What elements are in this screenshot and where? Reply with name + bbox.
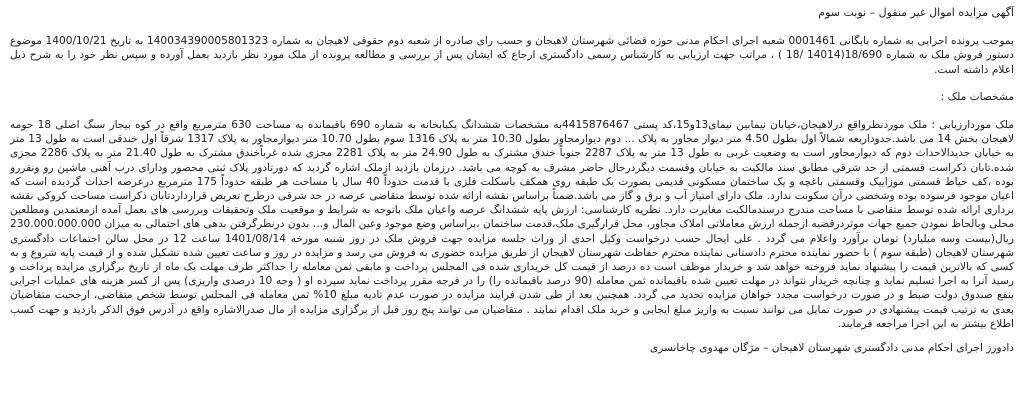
property-description: ملک موردارزیابی ؛ ملک موردنظرواقع درلاهیجان،خیابان نیمابین نیمای13و15،کد پستی 4415876467به مشخصات ششدانگ یکبابخانه به شماره 690 باقیمانده به مساحت 630 مترمربع واقع در کوه بیجار سنگ اصلی 18 حومه لاهیجان بخش 14 می باشد.حدوداربعه شمالاً اول بطول 4.50 متر دیوار مجاور به پلاک ... دوم دیوارمجاور بطول 10.30 متر به پلاک 1316 سوم بطول 10.70 متر دیوارمجاور به پلاک 1317 شرقاً اول خندقی است به طول 13 متر به خیابان جدیدالاحداث دوم که دیوارمجاور است به وضعیت غربی به طول 13 متر به پلاک 2287 جنوباً خندق مشترک به طول 24.90 متر به پلاک 2281 مجزی شده غرباًخندق مشترک به طول 21.40 متر به پلاک 2286 مجزی شده.تابان ذکراست قسمتی از حد شرقی مطابق سند مالکیت به خیابان وقسمت دیگردرحال حاضر مشرف به کوچه می باشد. درزمان بازدید ازملک اشاره گردید که دورتادور پلاک ثبتی محصور ودارای درب آهنی ماشین رو ونفررو بوده ،کف حیاط قسمتی موزاییک وقسمتی باغچه و یک ساختمان مسکونی قدیمی بصورت یک طبقه روی همکف باسکلت فلزی با قدمت حدوداً 40 سال با مساحت هر طبقه حدوداً 175 مترمربع درعرصه احداث گردیده است که اعیان موجود فرسوده بوده وشخصی درآن سکونت ندارد. ملک دارای امتیاز آب و برق و گاز می باشد.ضمناً براساس نقشه ارائه شده توسط متقاضی عرصه در حد شرقی درطرح تعریض قرارداردتابان ذکراست مساحت کروکی نقشه برداری ارائه شده توسط متقاضی با مساحت مندرج درسندمالکیت مغایرت دارد. نظریه کارشناسی: ارزش پایه ششدانگ عرصه واعیان ملک باتوجه به شرایط و موقعیت ملک وتحقیقات وبررسی های بعمل آمده ازمعتمدین ومطلعین محلی وبالحاظ نمودن جمیع جهات موثردرقضیه ازجمله ارزش معاملاتی املاک مجاور، محل قرارگیری ملک،قدمت ساختمان ،براساس وضع موجود وعین المال و… بدون درنظرگرفتن بدهی های احتمالی به میزان 230.000.000.000 ریال(بیست وسه میلیارد) تومان برآورد واعلام می گردد . علی ایحال حسب درخواست وکیل احدی از وراث جلسه مزایده جهت فروش ملک در روز شنبه مورخه 1401/08/14 ساعت 12 در محل سالن اجتماعات دادگستری شهرستان لاهیجان (طبقه سوم ) با حضور نماینده محترم دادستانی نماینده محترم حفاظت شهرستان لاهیجان از طریق مزایده حضوری به فروش می رسد و مزایده در روز و ساعت تعیین شده تشکیل شده و از قیمت پایه شروع و به کسی که بالاترین قیمت را پیشنهاد نماید فروخته خواهد شد و خریدار موظف است ده درصد از قیمت کل خریداری شده فی المجلس پرداخت و مابقی ثمن معامله را حداکثر ظرف مهلت یک ماه از تاریخ برگزاری مزایده پرداخت و رسید آنرا به اجرا تسلیم نماید و چنانچه خریدار نتواند در مهلت تعیین شده باقیمانده ثمن معامله (90 درصد باقیمانده را) را در فرجه مقرر پرداخت نماید سپرده او ( وجه 10 درصدی واریزی) پس از کسر هزینه های عملیات اجرایی بنفع صندوق دولت ضبط و در صورت درخواست مجدد خواهان مزایده تجدید می گردد. همچنین بعد از طی شدن فرایند مزایده در صورت عدم تادیه مبلغ 10% ثمن معامله فی المجلس توسط شخص متقاضی، ارجحیت متقاضیان بعدی به ترتیب قیمت پیشنهادی در صورت تمایل می توانند نسبت به واریز مبلغ ایجابی و خرید ملک اقدام نمایند . متقاضیان می توانند پنج روز قبل از برگزاری مزایده از مال صدرالاشاره واقع در آدرس فوق الذکر بازدید و جهت کسب اطلاع بیشتر به این اجرا مراجعه فرمایند.	[10, 119, 1015, 330]
notice-title: آگهی مزایده اموال غیر منقول – نوبت سوم	[818, 6, 1014, 19]
property-specs-heading: مشخصات ملک :	[940, 90, 1014, 103]
auction-notice	[10, 6, 1014, 355]
paragraph-gap	[10, 77, 1014, 90]
notice-intro: بموجب پرونده اجرایی به شماره بایگانی 0001461 شعبه اجرای احکام مدنی حوزه قضائی شهرستان لاهیجان و حسب رای صادره از شعبه دوم حقوقی لاهیجان به شماره 140034390005801323 به تاریخ 1400/10/21 موضوع دستور فروش ملک به شماره 18/690(14014 /18 ) ، مراتب جهت ارزیابی به کارشناس رسمی دادگستری ارجاع که ایشان پس از بررسی و مطالعه پرونده از ملک مورد نظر بازدید بعمل آورده و سپس نظر خود را به شرح ذیل اعلام داشته است.	[10, 35, 1015, 76]
officer-signature-line: دادورز اجرای احکام مدنی دادگستری شهرستان لاهیجان – مژگان مهدوی چاخانسری	[649, 342, 1014, 355]
